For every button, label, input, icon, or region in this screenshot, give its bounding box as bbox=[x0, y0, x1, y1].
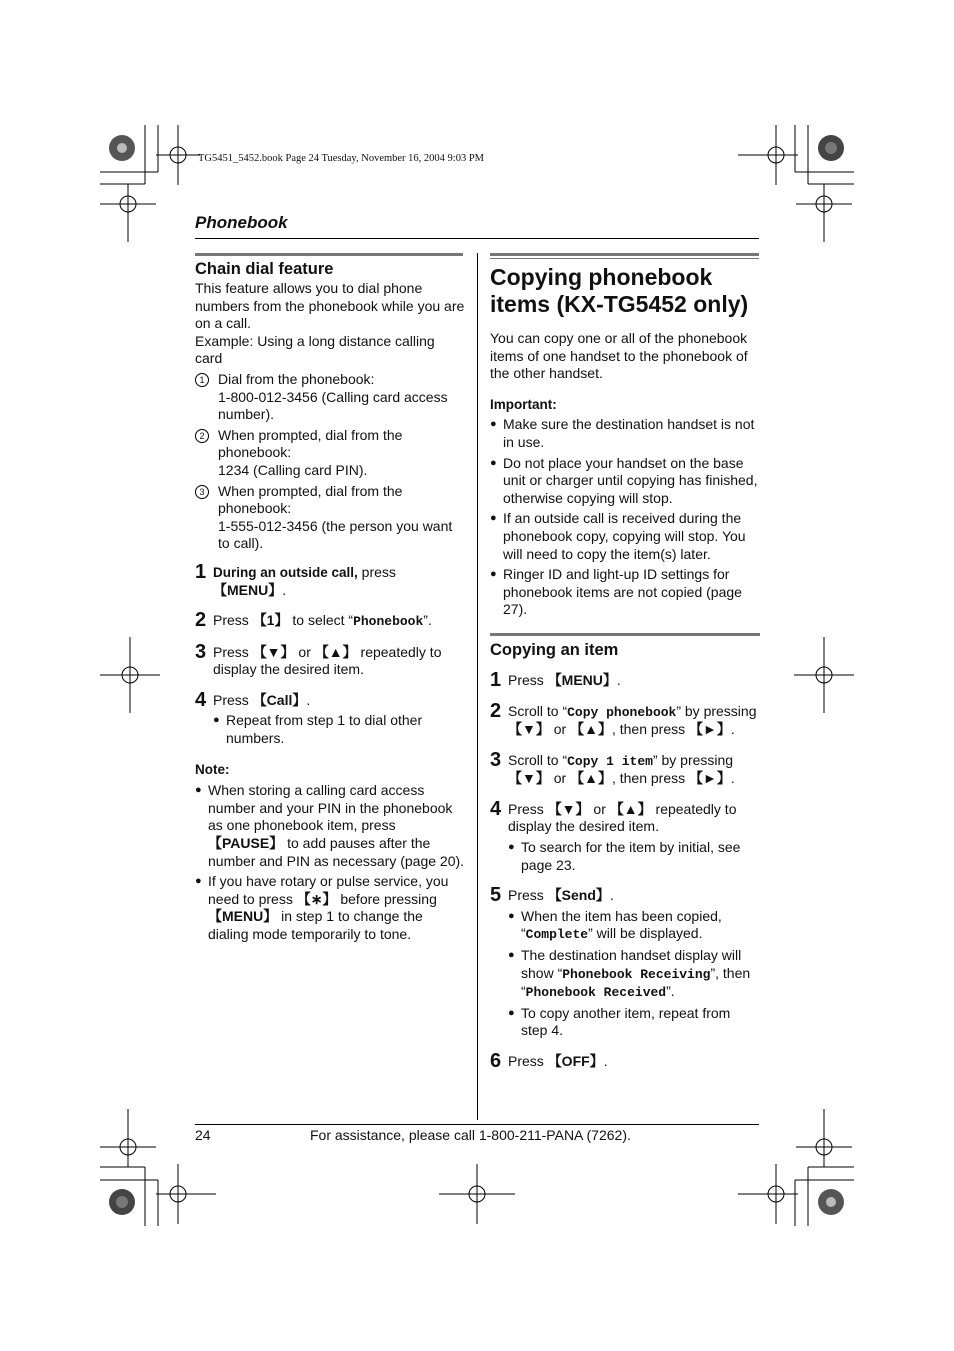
section-title: Phonebook bbox=[195, 213, 288, 232]
pause-key: 【PAUSE】 bbox=[208, 835, 284, 852]
up-key: 【▲】 bbox=[570, 721, 612, 738]
step-4: 4 Press 【Call】. ● Repeat from step 1 to dial other numbers. bbox=[195, 692, 465, 748]
menu-key: 【MENU】 bbox=[547, 671, 617, 688]
substep-text: 1234 (Calling card PIN). bbox=[218, 461, 368, 478]
left-heading-rule bbox=[195, 253, 463, 256]
note-item-1: ● When storing a calling card access number and your PIN in the phonebook as one phonebook item, press 【PAUSE】 to add pauses after the number and PIN as necessary (page 20). bbox=[195, 782, 465, 869]
step-3: 3 Press 【▼】 or 【▲】 repeatedly to display the desired item. bbox=[195, 640, 442, 678]
step-2: 2 Press 【1】 to select “Phonebook”. bbox=[195, 609, 432, 632]
display-text: Complete bbox=[525, 927, 589, 943]
step-number: 2 bbox=[195, 609, 207, 632]
bullet-icon: ● bbox=[195, 784, 202, 797]
down-key: 【▼】 bbox=[547, 800, 590, 817]
menu-key: 【MENU】 bbox=[208, 908, 278, 925]
important-item: ● If an outside call is received during the phonebook copy, copying will stop. You will need to copy the item(s) later. bbox=[490, 510, 746, 562]
bullet-icon: ● bbox=[490, 512, 497, 525]
down-key: 【▼】 bbox=[508, 770, 550, 787]
display-text: Copy phonebook bbox=[567, 704, 677, 720]
substep-1 bbox=[195, 371, 465, 424]
copy-step-5: 5 Press 【Send】. ● When the item has been copied, “Complete” will be displayed. ● The destination handset display will show “Phonebook Receiving”, then “Phonebook Received”. ● To copy another item, repeat from step 4. bbox=[490, 887, 760, 1040]
display-text: Copy 1 item bbox=[567, 753, 653, 769]
display-text: Phonebook Received bbox=[525, 985, 667, 1001]
column-divider bbox=[477, 253, 478, 1120]
bullet-icon: ● bbox=[490, 418, 497, 431]
bullet-item: ● To search for the item by initial, see page 23. bbox=[508, 839, 741, 873]
substep-2 bbox=[195, 427, 465, 480]
important-item: ● Ringer ID and light-up ID settings for phonebook items are not copied (page 27). bbox=[490, 566, 742, 618]
display-text: Phonebook bbox=[353, 614, 424, 630]
bullet-icon: ● bbox=[508, 909, 515, 922]
important-item: ● Make sure the destination handset is not in use. bbox=[490, 416, 755, 450]
bullet-icon: ● bbox=[508, 1006, 515, 1019]
bullet-icon: ● bbox=[195, 875, 202, 888]
off-key: 【OFF】 bbox=[547, 1053, 604, 1069]
note-item-2: ● If you have rotary or pulse service, you need to press 【∗】 before pressing 【MENU】 in step 1 to change the dialing mode temporarily to tone. bbox=[195, 873, 449, 942]
header-rule bbox=[195, 238, 759, 239]
chain-dial-example: Example: Using a long distance calling card bbox=[195, 332, 435, 367]
page-number: 24 bbox=[195, 1127, 211, 1143]
important-label: Important: bbox=[490, 396, 557, 412]
down-key: 【▼】 bbox=[508, 721, 550, 738]
substep-text: When prompted, dial from the phonebook: bbox=[218, 482, 403, 517]
step-number: 4 bbox=[490, 797, 502, 820]
substep-text: Dial from the phonebook: bbox=[218, 370, 375, 387]
right-heading-rule-thin bbox=[490, 258, 759, 259]
right-key: 【►】 bbox=[689, 721, 731, 738]
right-column bbox=[490, 264, 760, 1071]
substep-text: When prompted, dial from the phonebook: bbox=[218, 426, 403, 461]
bullet-item: ● Repeat from step 1 to dial other numbers. bbox=[213, 712, 423, 747]
step-number: 5 bbox=[490, 884, 502, 907]
circled-number: 2 bbox=[195, 429, 209, 443]
copying-item-rule bbox=[490, 633, 760, 636]
star-key: 【∗】 bbox=[296, 890, 337, 907]
up-key: 【▲】 bbox=[609, 800, 652, 817]
copy-step-2: 2 Scroll to “Copy phonebook” by pressing 【▼】 or 【▲】, then press 【►】. bbox=[490, 699, 757, 738]
step-number: 4 bbox=[195, 688, 207, 711]
bullet-item: ● When the item has been copied, “Complete” will be displayed. bbox=[508, 907, 722, 943]
bullet-item: ● The destination handset display will show “Phonebook Receiving”, then “Phonebook Received”. bbox=[508, 947, 751, 1001]
display-text: Phonebook Receiving bbox=[562, 966, 711, 982]
bullet-icon: ● bbox=[490, 456, 497, 469]
bullet-icon: ● bbox=[508, 949, 515, 962]
right-key: 【►】 bbox=[689, 770, 731, 787]
chain-dial-intro: This feature allows you to dial phone numbers from the phonebook while you are on a call. bbox=[195, 280, 465, 332]
step-1: 1 During an outside call, press 【MENU】. bbox=[195, 560, 396, 598]
right-heading-rule bbox=[490, 253, 759, 256]
bullet-icon: ● bbox=[490, 568, 497, 581]
assistance-text: For assistance, please call 1-800-211-PANA (7262). bbox=[310, 1127, 631, 1143]
circled-number: 3 bbox=[195, 485, 209, 499]
substep-text: 1-800-012-3456 (Calling card access number). bbox=[218, 388, 448, 423]
copy-step-4: 4 Press 【▼】 or 【▲】 repeatedly to display the desired item. ● To search for the item by initial, see page 23. bbox=[490, 801, 760, 874]
down-key: 【▼】 bbox=[252, 643, 295, 660]
step-number: 6 bbox=[490, 1050, 502, 1072]
left-column bbox=[195, 259, 465, 944]
one-key: 【1】 bbox=[252, 612, 289, 629]
copy-step-1: 1 Press 【MENU】. bbox=[490, 668, 621, 691]
bullet-icon: ● bbox=[508, 841, 515, 854]
copying-heading: Copying phonebook items (KX-TG5452 only) bbox=[490, 264, 749, 317]
substep-text: 1-555-012-3456 (the person you want to call). bbox=[218, 517, 453, 552]
important-item: ● Do not place your handset on the base unit or charger until copying has finished, otherwise copying will stop. bbox=[490, 454, 758, 506]
bullet-icon: ● bbox=[213, 714, 220, 727]
footer-rule bbox=[195, 1124, 759, 1125]
call-key: 【Call】 bbox=[252, 691, 307, 708]
up-key: 【▲】 bbox=[570, 770, 612, 787]
step-number: 2 bbox=[490, 699, 502, 722]
step-number: 1 bbox=[195, 560, 207, 583]
up-key: 【▲】 bbox=[314, 643, 357, 660]
copying-intro: You can copy one or all of the phonebook items of one handset to the phonebook of the other handset. bbox=[490, 330, 748, 382]
copy-step-3: 3 Scroll to “Copy 1 item” by pressing 【▼】 or 【▲】, then press 【►】. bbox=[490, 748, 735, 787]
copy-step-6: 6 Press 【OFF】. bbox=[490, 1050, 608, 1072]
step-number: 3 bbox=[195, 640, 207, 663]
bullet-item: ● To copy another item, repeat from step 4. bbox=[508, 1004, 731, 1039]
chain-dial-heading: Chain dial feature bbox=[195, 260, 334, 278]
note-label: Note: bbox=[195, 761, 230, 777]
print-slug: TG5451_5452.book Page 24 Tuesday, November 16, 2004 9:03 PM bbox=[198, 153, 485, 164]
step-number: 3 bbox=[490, 748, 502, 771]
step-number: 1 bbox=[490, 668, 502, 691]
substep-3 bbox=[195, 483, 465, 553]
send-key: 【Send】 bbox=[547, 887, 610, 904]
circled-number: 1 bbox=[195, 373, 209, 387]
copying-item-heading: Copying an item bbox=[490, 640, 619, 659]
step-bold-text: During an outside call, bbox=[213, 564, 358, 580]
menu-key: 【MENU】 bbox=[213, 581, 283, 598]
